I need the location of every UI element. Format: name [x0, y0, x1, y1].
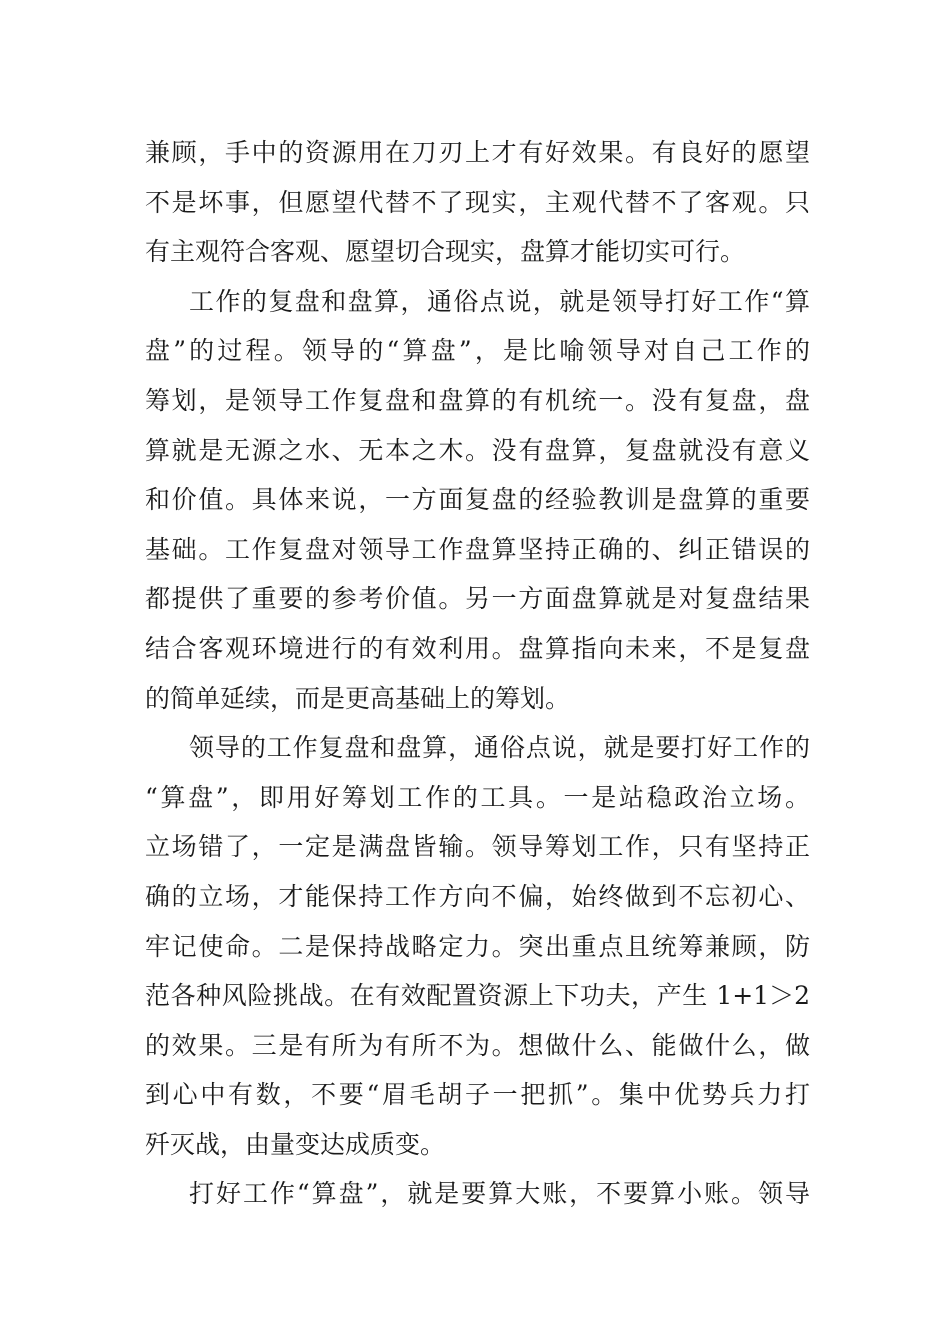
document-body — [145, 128, 810, 1219]
paragraph-2-line-3: 筹划，是领导工作复盘和盘算的有机统一。没有复盘，盘 — [145, 385, 810, 415]
paragraph-2-line-6: 基础。工作复盘对领导工作盘算坚持正确的、纠正错误的 — [145, 534, 810, 564]
paragraph-3-line-8: 到心中有数，不要“眉毛胡子一把抓”。集中优势兵力打 — [145, 1080, 810, 1110]
paragraph-3-line-3: 立场错了，一定是满盘皆输。领导筹划工作，只有坚持正 — [145, 832, 810, 862]
paragraph-3-line-7: 的效果。三是有所为有所不为。想做什么、能做什么，做 — [145, 1030, 810, 1060]
paragraph-3-line-2: “算盘”，即用好筹划工作的工具。一是站稳政治立场。 — [145, 782, 810, 812]
paragraph-4-line-1: 打好工作“算盘”，就是要算大账，不要算小账。领导 — [189, 1179, 810, 1209]
paragraph-3-line-1: 领导的工作复盘和盘算，通俗点说，就是要打好工作的 — [189, 733, 810, 763]
paragraph-2-line-7: 都提供了重要的参考价值。另一方面盘算就是对复盘结果 — [145, 584, 810, 614]
paragraph-2-line-9: 的简单延续，而是更高基础上的筹划。 — [145, 683, 571, 713]
paragraph-2-line-4: 算就是无源之水、无本之木。没有盘算，复盘就没有意义 — [145, 435, 810, 465]
paragraph-1-line-2: 不是坏事，但愿望代替不了现实，主观代替不了客观。只 — [145, 187, 810, 217]
paragraph-1-line-3: 有主观符合客观、愿望切合现实，盘算才能切实可行。 — [145, 237, 746, 267]
paragraph-2-line-5: 和价值。具体来说，一方面复盘的经验教训是盘算的重要 — [145, 485, 810, 515]
paragraph-2-line-1: 工作的复盘和盘算，通俗点说，就是领导打好工作“算 — [189, 286, 810, 316]
paragraph-3-line-6: 范各种风险挑战。在有效配置资源上下功夫，产生 1+1＞2 — [145, 981, 810, 1011]
paragraph-1-line-1: 兼顾，手中的资源用在刀刃上才有好效果。有良好的愿望 — [145, 138, 810, 167]
paragraph-3-line-9: 歼灭战，由量变达成质变。 — [145, 1129, 446, 1159]
paragraph-2-line-2: 盘”的过程。领导的“算盘”，是比喻领导对自己工作的 — [145, 336, 810, 366]
paragraph-3-line-4: 确的立场，才能保持工作方向不偏，始终做到不忘初心、 — [145, 881, 810, 911]
paragraph-2-line-8: 结合客观环境进行的有效利用。盘算指向未来，不是复盘 — [145, 633, 810, 663]
paragraph-3-line-5: 牢记使命。二是保持战略定力。突出重点且统筹兼顾，防 — [145, 931, 810, 961]
